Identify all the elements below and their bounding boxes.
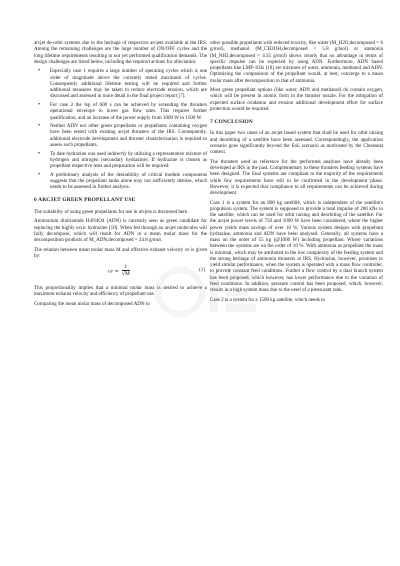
list-item: • Neither ADN nor other green propellants or propellants containing oxygen have been tested with existing arcjet thrusters of the IRS. Consequently, additional electrode development and thruster characterization is required to assess such propellants. xyxy=(34,123,207,148)
equation-number: (1) xyxy=(199,267,205,274)
equation-denominator: √M xyxy=(121,271,130,278)
paragraph: The relation between mean molar mass M and effective exhaust velocity ce is given by: xyxy=(34,246,207,259)
faint-logo-watermark xyxy=(150,262,270,322)
paragraph: Case 2 is a system for a 1500 kg satellite, which needs to xyxy=(210,296,326,303)
paragraph: The suitability of using green propellants for use in arcjets is discussed here. xyxy=(34,208,189,215)
equation-fraction xyxy=(122,265,130,277)
challenge-list xyxy=(34,68,207,190)
list-item: • To date hydrazine was used indirectly by utilizing a representative mixture of hydrogen and nitrogen (secondary hydrazine). If hydrazine is chosen as propellant respective tests and preparation will be required. xyxy=(34,151,207,170)
list-item: • Especially case 1 requires a large number of operating cycles which is one order of magnitude above the currently tested maximum of cycles. Consequently additional lifetime testing will be required and further additional measures may be taken to reduce electrode erosion, which are discussed and assessed in more detail in the final project report [7]. xyxy=(34,68,207,99)
list-item: • A preliminary analysis of the desirability of critical module components suggests that the propellant tanks alone may not sufficiently demise, which needs to be assessed in further analysis. xyxy=(34,172,207,191)
section-heading: 7 CONCLUSION xyxy=(210,119,253,126)
paragraph: The thrusters used as reference for the performed analyses have already been developed at IRS in the past. Complementary to these thrusters feeding systems have been designed. The final systems are compliant to the majority of the requirements while few requirements have still to be confirmed in the development phase. However, it is expected that compliance to all requirements can be achieved during development. xyxy=(210,158,383,197)
section-heading: 6 ARCJET GREEN PROPELLANT USE xyxy=(34,197,136,204)
paragraph: Most green propellant options (like water, ADN and methanol) do contain oxygen, which will be present in atomic form in the thruster nozzle. For the mitigation of expected surface oxidation and erosion additional development effort for surface protection would be required. xyxy=(210,87,383,112)
intro-paragraph: arcjet de-orbit systems due to the heritage of respective arcjets available at the IRS. Among the remaining challenges are the large number of ON/OFF cycles and the long lifetime requirements resulting in not yet performed qualification demands. The design challenges are listed below, including the required actions for alleviation: xyxy=(34,40,207,65)
equation-formula xyxy=(108,265,130,277)
equation-numerator: 1 xyxy=(122,265,130,271)
paragraph: Comparing the mean molar mass of decomposed ADN to xyxy=(34,301,150,308)
list-item: • For case 2 the Isp of 600 s can be achieved by extending the thrusters operational envelope to lower gas flow rates. This requires further qualification, and an increase of the power supply from 1000 W to 1500 W. xyxy=(34,102,207,121)
equation-lhs: ce ∝ xyxy=(108,268,119,275)
paragraph: Ammonium dinitramide H4N4O4 (ADN) is currently seen as green candidate for replacing the highly toxic hydrazine [10]. When fed through an arcjet molecules will fully decompose, which will result for ADN in a mean molar mass for the decomposition products of M_ADN,decomposed = 24.8 g/mol. xyxy=(34,218,207,244)
paragraph: other possible propellants with reduced toxicity, like water (M_H2O,decomposed = 6 g/mol), methanol (M_CH3OH,decomposed = 5.8 g/mol) or ammonia (M_NH3,decomposed = 4.35 g/mol) shows clearly that no advantage in terms of specific impulse can be expected by using ADN. Furthermore, ADN based propellants like LMP-103s [10] are mixtures of water, ammonia, methanol and ADN. Optimizing the composition of the propellant would, at best, converge to a mean molar mass after decomposition to that of ammonia. xyxy=(210,40,383,84)
paragraph: In this paper two cases of an arcjet based system that shall be used for orbit raising and deorbiting of a satellite have been assessed. Correspondingly, the application scenario goes significantly beyond the EoL scenario as motivated by the Cleanseat context. xyxy=(210,130,383,156)
paragraph: This proportionality implies that a minimal molar mass is desired to achieve a maximum exhaust velocity and efficiency of propellant use. xyxy=(34,285,207,298)
paragraph: Case 1 is a system for an 800 kg satellite, which is independent of the satellite's propulsion system. The system is supposed to provide a total impulse of 200 kNs to the satellite, which can be used for orbit raising and deorbiting of the satellite. For the arcjet power levels of 750 and 1000 W have been considered, where the higher power yields mass savings of over 10 %. Various system designs with propellant hydrazine, ammonia and ADN have been analysed. Generally, all systems have a mass on the order of 55 kg (@1000 W) including propellant. Where variations between the systems are on the order of 10 %. With ammonia as propellant the mass is minimal, which may be attributed to the low complexity of the feeding system and the strong heritage of ammonia thrusters at IRS. Hydrazine, however, promises to yield similar performance, when the system is operated with a mass flow controller, to provide constant feed conditions. Further a flow control by a dual branch system has been proposed, which however, has lower performance due to the variation of feed conditions. In addition, pressure control has been proposed, which, however, results in a high system mass due to the need of a pressurant tank. xyxy=(210,199,383,294)
